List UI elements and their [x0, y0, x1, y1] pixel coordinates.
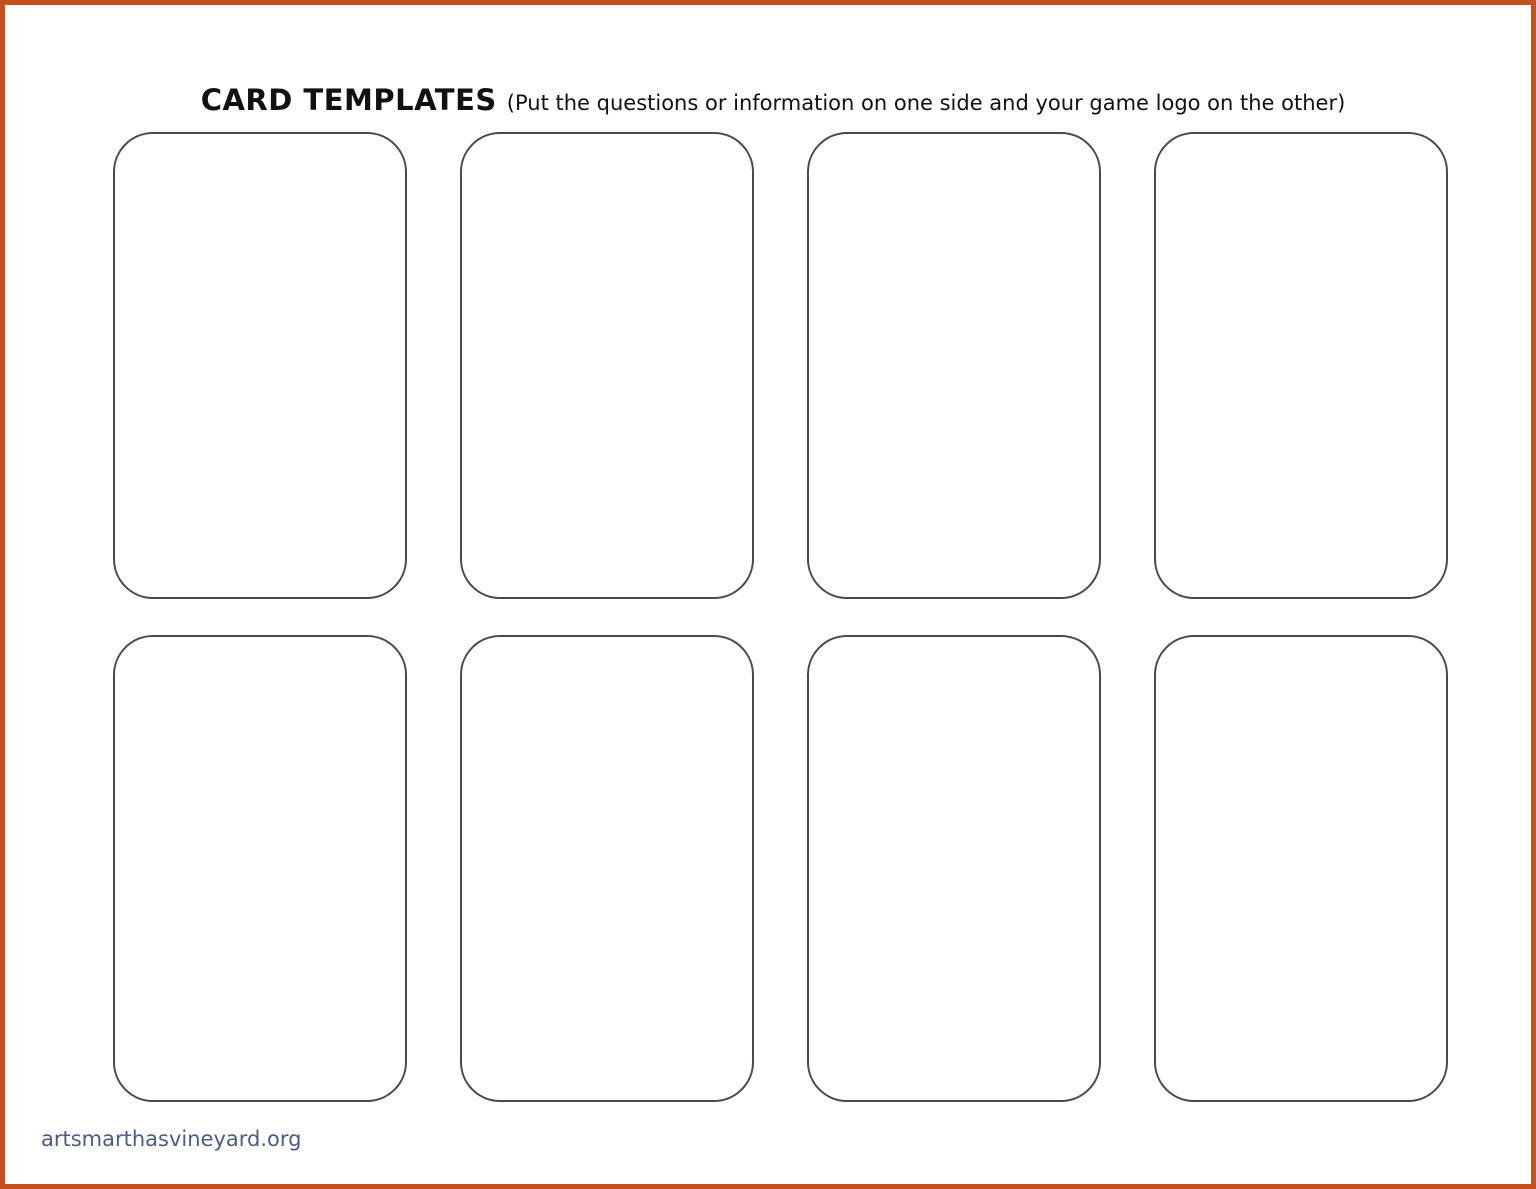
page-header	[5, 83, 1536, 117]
source-watermark: artsmarthasvineyard.org	[41, 1127, 302, 1151]
card-template-3	[807, 132, 1101, 599]
card-template-7	[807, 635, 1101, 1102]
card-template-8	[1154, 635, 1448, 1102]
card-template-2	[460, 132, 754, 599]
page-title: CARD TEMPLATES	[200, 83, 497, 117]
card-template-5	[113, 635, 407, 1102]
card-template-1	[113, 132, 407, 599]
card-template-4	[1154, 132, 1448, 599]
page-subtitle: (Put the questions or information on one side and your game logo on the other)	[506, 91, 1346, 115]
card-template-6	[460, 635, 754, 1102]
